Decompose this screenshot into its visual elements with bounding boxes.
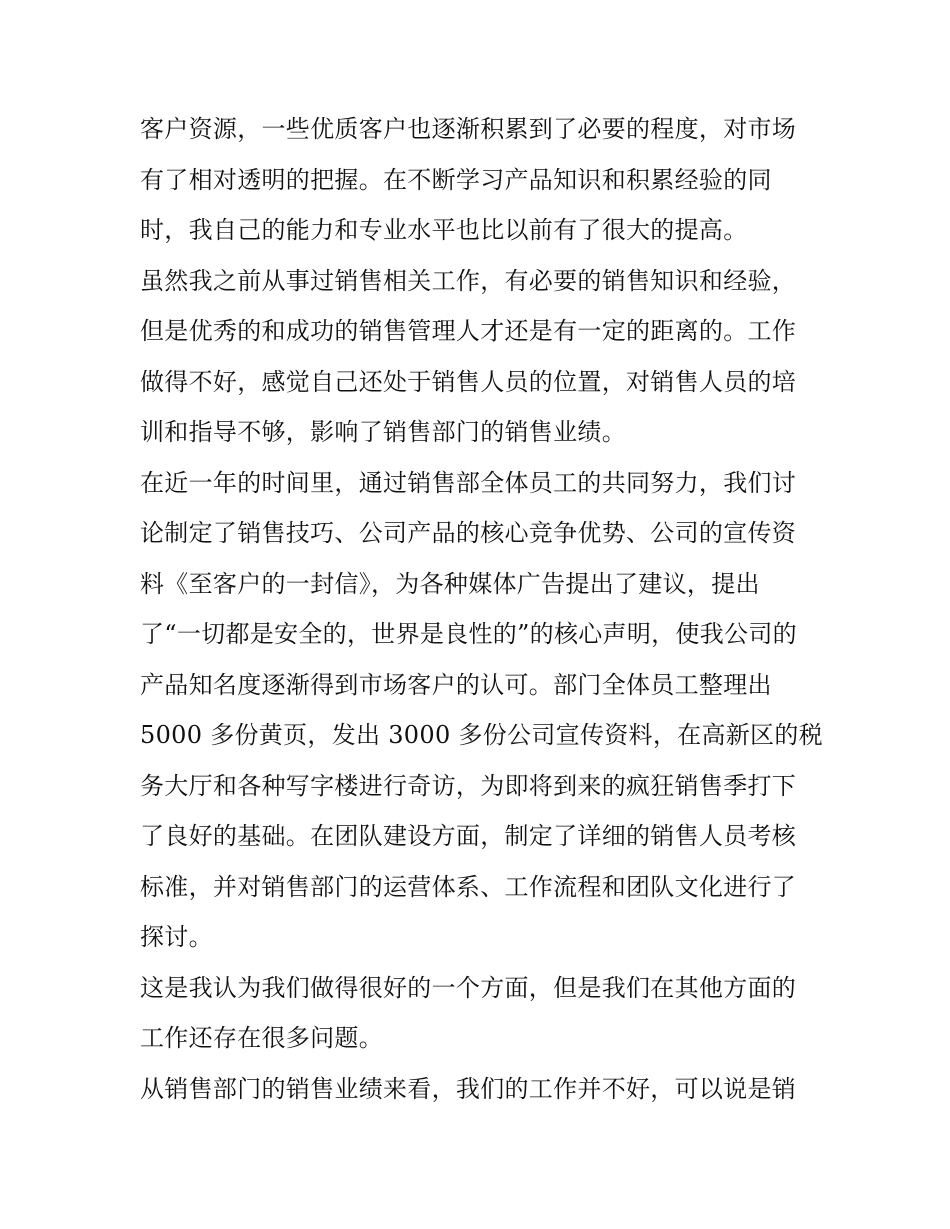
text-line: 5000 多份黄页，发出 3000 多份公司宣传资料，在高新区的税: [140, 721, 823, 749]
text-line: 虽然我之前从事过销售相关工作，有必要的销售知识和经验，: [140, 266, 797, 295]
text-line: 标准，并对销售部门的运营体系、工作流程和团队文化进行了: [140, 872, 797, 901]
text-line: 产品知名度逐渐得到市场客户的认可。部门全体员工整理出: [140, 670, 772, 699]
text-line: 但是优秀的和成功的销售管理人才还是有一定的距离的。工作: [140, 317, 797, 345]
text-line: 在近一年的时间里，通过销售部全体员工的共同努力，我们讨: [140, 468, 797, 497]
text-line: 工作还存在很多问题。: [140, 1024, 383, 1052]
text-line: 有了相对透明的把握。在不断学习产品知识和积累经验的同: [140, 165, 772, 194]
text-line: 客户资源，一些优质客户也逐渐积累到了必要的程度，对市场: [140, 115, 797, 143]
document-body: [140, 104, 823, 1114]
text-line: 了“一切都是安全的，世界是良性的”的核心声明，使我公司的: [140, 620, 797, 648]
text-line: 务大厅和各种写字楼进行奇访，为即将到来的疯狂销售季打下: [140, 771, 797, 800]
text-line: 时，我自己的能力和专业水平也比以前有了很大的提高。: [140, 216, 748, 244]
text-line: 了良好的基础。在团队建设方面，制定了详细的销售人员考核: [140, 822, 797, 850]
text-line: 料《至客户的一封信》，为各种媒体广告提出了建议，提出: [140, 569, 760, 598]
text-line: 从销售部门的销售业绩来看，我们的工作并不好，可以说是销: [140, 1074, 797, 1103]
text-line: 做得不好，感觉自己还处于销售人员的位置，对销售人员的培: [140, 367, 797, 396]
text-line: 探讨。: [140, 923, 213, 951]
text-line: 这是我认为我们做得很好的一个方面，但是我们在其他方面的: [140, 973, 797, 1002]
text-line: 论制定了销售技巧、公司产品的核心竞争优势、公司的宣传资: [140, 519, 797, 547]
text-line: 训和指导不够，影响了销售部门的销售业绩。: [140, 418, 626, 446]
